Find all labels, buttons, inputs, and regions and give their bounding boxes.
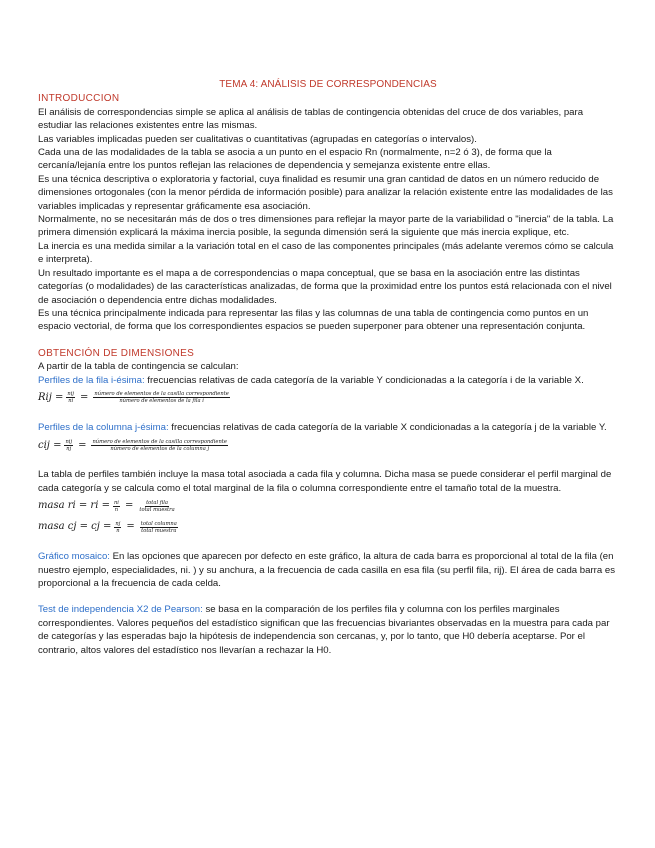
intro-paragraph-8: Es una técnica principalmente indicada para representar las filas y las columnas de una tabla de contingencia como puntos en un espacio vectorial, de forma que los correspondientes espacios se pueden superponer para obtener una representación conjunta. (38, 307, 589, 333)
formula-masa-columna: masa cj = cj = $\frac{nj}{n}$ = $\frac{\text{total columna}}{\text{total muestra}}$ (38, 520, 177, 534)
fraction: $\frac{\text{nij}}{ni}$ (67, 391, 74, 405)
perfil-columna-term: Perfiles de la columna j-ésima: (38, 421, 169, 433)
masa-paragraph: La tabla de perfiles también incluye la masa total asociada a cada fila y columna. Dicha masa se puede considerar el perfil marginal de cada categoría y se calcula como el total marginal de la fila o columna correspondiente entre el tamaño total de la muestra. (38, 469, 612, 494)
mosaico-paragraph (38, 550, 618, 590)
formula-perfil-fila: Rij = $\frac{\text{nij}}{ni}$ = $\frac{\text{número de elementos de la casilla correspondiente}}{\text{número de elementos de la fila i}}$ (38, 391, 229, 405)
intro-paragraph-1: El análisis de correspondencias simple se aplica al análisis de tablas de contingencia obtenidas del cruce de dos variables, para estudiar las relaciones existentes entre las mismas. (38, 106, 584, 132)
pearson-paragraph (38, 603, 618, 657)
fraction: $\frac{\text{total columna}}{\text{total muestra}}$ (140, 520, 177, 534)
fraction: $\frac{\text{total fila}}{\text{total muestra}}$ (139, 499, 175, 513)
mosaico-term: Gráfico mosaico: (38, 551, 110, 563)
intro-paragraph-2: Las variables implicadas pueden ser cualitativas o cuantitativas (agrupadas en categorías o intervalos). (38, 133, 477, 145)
fraction: $\frac{ni}{n}$ (113, 499, 119, 513)
formula-lhs: masa ri = ri = (38, 500, 110, 512)
intro-paragraph-6: La inercia es una medida similar a la variación total en el caso de las componentes principales (más adelante veremos cómo se calcula e interpreta). (38, 240, 614, 266)
formula-lhs: cij = (38, 439, 62, 451)
document-content (38, 78, 618, 657)
section-heading-dimensiones: OBTENCIÓN DE DIMENSIONES (38, 347, 195, 359)
formula-lhs: Rij = (38, 392, 64, 404)
fraction: $\frac{\text{número de elementos de la casilla correspondiente}}{\text{número de elementos de la columna j}}$ (92, 438, 227, 452)
intro-paragraph-3: Cada una de las modalidades de la tabla se asocia a un punto en el espacio Rn (normalmente, n=2 ó 3), de forma que la cercanía/lejanía entre los puntos reflejan las relaciones de dependencia y semejanza existente entre ellas. (38, 147, 552, 172)
formula-lhs: masa cj = cj = (38, 521, 112, 533)
perfil-columna-paragraph (38, 421, 618, 434)
pearson-text: se basa en la comparación de los perfiles fila y columna con los perfiles marginales correspondientes. Valores pequeños del estadístico significan que las frecuencias bivariantes observadas en la muestra para cada par de categorías y las esperadas bajo la hipótesis de independencia son cercanas, y, por lo tanto, que H0 debería aceptarse. Por el contrario, altos valores del estadístico nos llevarían a rechazar la H0. (38, 604, 610, 656)
intro-paragraph-5: Normalmente, no se necesitarán más de dos o tres dimensiones para reflejar la mayor parte de la variabilidad o "inercia" de la tabla. La primera dimensión explicará la máxima inercia posible, la segunda dimensión será la siguiente que más inercia explique, etc. (38, 214, 614, 239)
formula-masa-fila: masa ri = ri = $\frac{ni}{n}$ = $\frac{\text{total fila}}{\text{total muestra}}$ (38, 499, 175, 513)
pearson-term: Test de independencia X2 de Pearson: (38, 604, 203, 616)
fraction: $\frac{nj}{n}$ (115, 520, 121, 534)
intro-paragraph-4: Es una técnica descriptiva o exploratoria y factorial, cuya finalidad es resumir una gran cantidad de datos en un número reducido de dimensiones ortogonales (con la menor pérdida de información posible) para analizar la relación existente entre las modalidades de las variables implicadas y representar gráficamente esa asociación. (38, 173, 613, 212)
perfil-fila-text: frecuencias relativas de cada categoría de la variable Y condicionadas a la categoría i de la variable X. (144, 374, 584, 386)
page-title: TEMA 4: ANÁLISIS DE CORRESPONDENCIAS (219, 79, 437, 90)
formula-perfil-columna: cij = $\frac{\text{nij}}{nj}$ = $\frac{\text{número de elementos de la casilla correspondiente}}{\text{número de elementos de la columna j}}$ (38, 438, 227, 452)
intro-paragraph-7: Un resultado importante es el mapa a de correspondencias o mapa conceptual, que se basa en la asociación entre las distintas categorías (o modalidades) de las características analizadas, de forma que la proximidad entre los puntos está relacionada con el nivel de asociación o dependencia entre dichas modalidades. (38, 267, 612, 306)
dimensiones-intro: A partir de la tabla de contingencia se calculan: (38, 361, 239, 373)
perfil-columna-text: frecuencias relativas de cada categoría de la variable X condicionadas a la categoría j de la variable Y. (168, 421, 607, 433)
mosaico-text: En las opciones que aparecen por defecto en este gráfico, la altura de cada barra es proporcional al total de la fila (en nuestro ejemplo, especialidades, ni. ) y su anchura, a la frecuencia de cada casilla en esa fila (su perfil fila, rij). El área de cada barra es proporcional a la frecuencia de cada celda. (38, 551, 615, 589)
perfil-fila-paragraph (38, 374, 618, 387)
fraction: $\frac{\text{nij}}{nj}$ (65, 438, 73, 452)
perfil-fila-term: Perfiles de la fila i-ésima: (38, 374, 145, 386)
section-heading-introduccion: INTRODUCCION (38, 93, 120, 105)
fraction: $\frac{\text{número de elementos de la casilla correspondiente}}{\text{número de elementos de la fila i}}$ (94, 391, 229, 405)
